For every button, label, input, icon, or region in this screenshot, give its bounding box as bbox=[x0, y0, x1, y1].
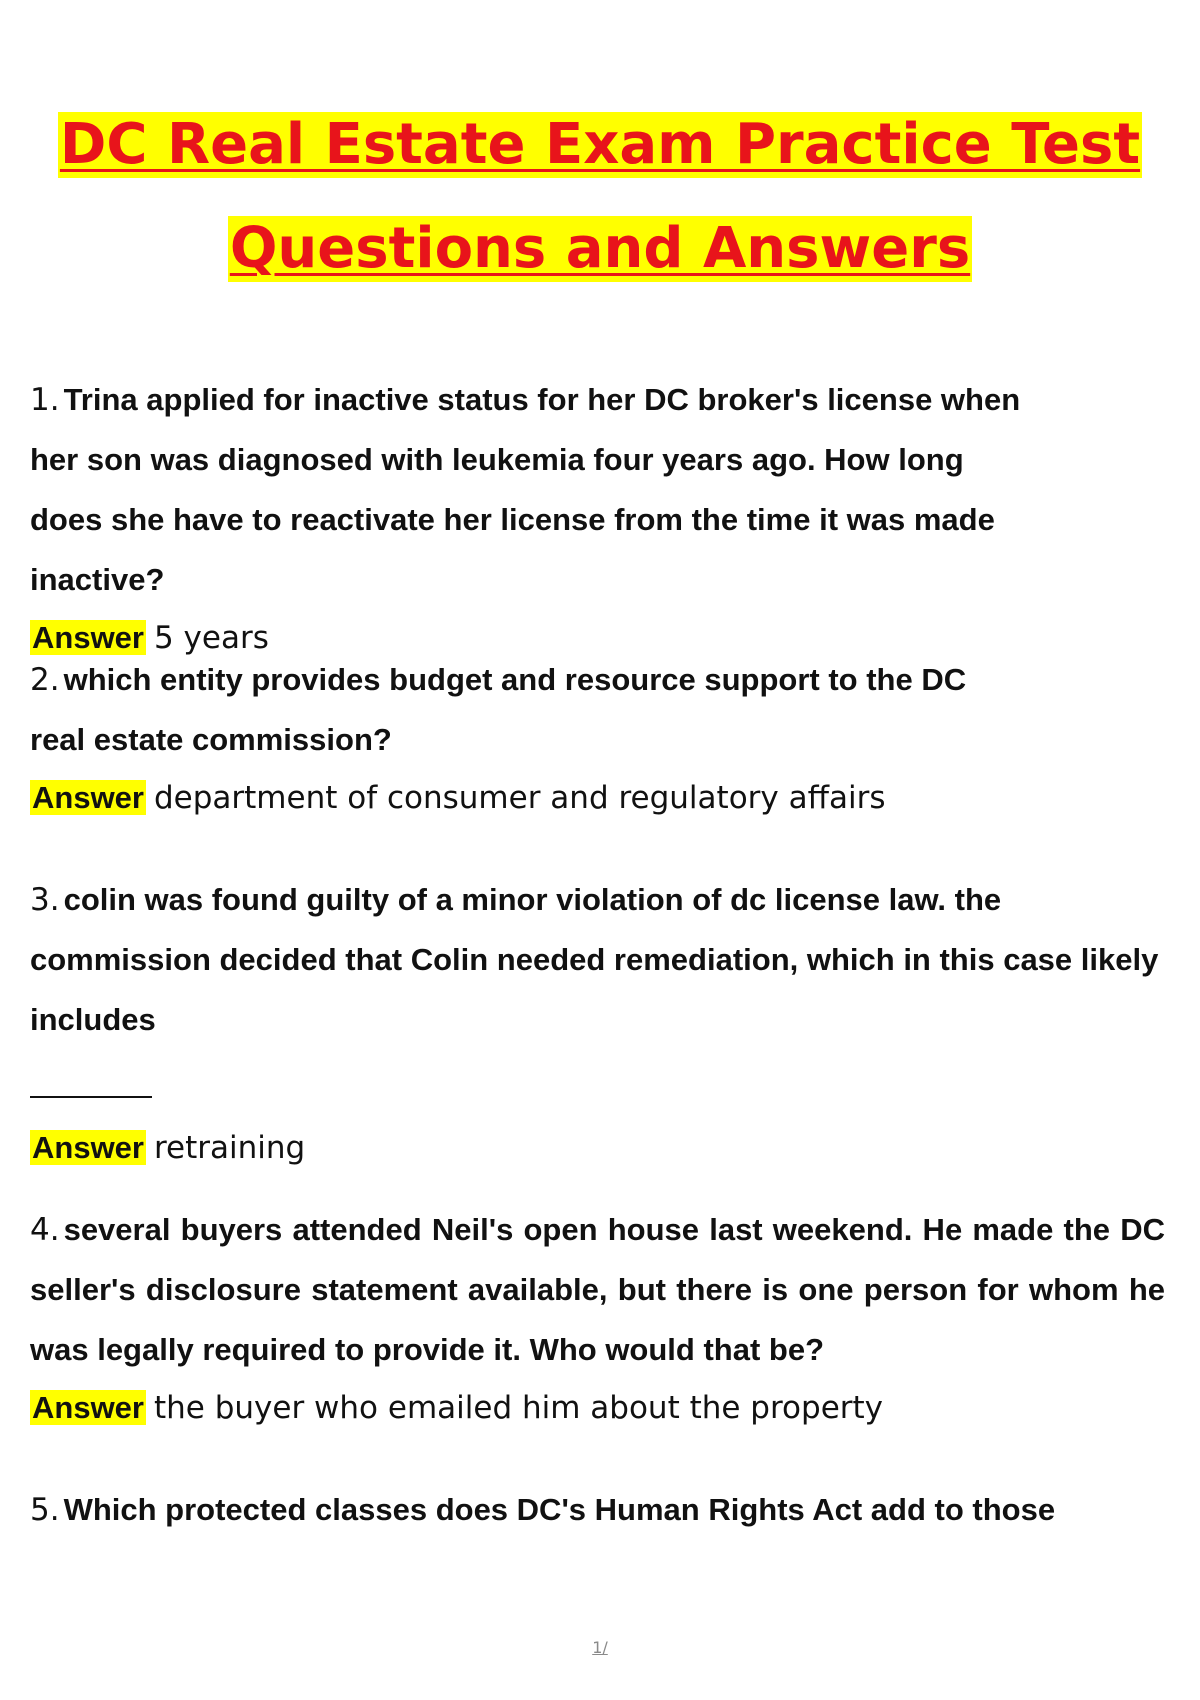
question-number: 5. bbox=[30, 1492, 60, 1528]
question-text: Trina applied for inactive status for her DC broker's license when her son was diagnosed with leukemia four years ago. How long does she have to reactivate her license from the time it was made inactive? bbox=[30, 382, 1021, 597]
answer-2 bbox=[30, 770, 1180, 826]
question-2 bbox=[30, 650, 990, 770]
question-number: 4. bbox=[30, 1212, 60, 1248]
question-3 bbox=[30, 870, 1180, 1050]
question-4 bbox=[30, 1200, 1165, 1380]
question-text: colin was found guilty of a minor violation of dc license law. the commission decided that Colin needed remediation, which in this case likely includes bbox=[30, 882, 1159, 1037]
title-line-1: DC Real Estate Exam Practice Test bbox=[59, 112, 1141, 177]
question-block-4 bbox=[30, 1200, 1180, 1436]
question-number: 2. bbox=[30, 662, 60, 698]
title-line-2: Questions and Answers bbox=[229, 216, 971, 281]
document-title bbox=[0, 112, 1200, 282]
answer-3 bbox=[30, 1120, 1180, 1176]
question-text: Which protected classes does DC's Human Rights Act add to those bbox=[63, 1492, 1056, 1527]
question-text: which entity provides budget and resource support to the DC real estate commission? bbox=[30, 662, 967, 757]
answer-4 bbox=[30, 1380, 1180, 1436]
answer-text: department of consumer and regulatory affairs bbox=[153, 780, 886, 816]
question-block-3 bbox=[30, 870, 1180, 1176]
question-1 bbox=[30, 370, 1030, 610]
answer-text: retraining bbox=[153, 1130, 306, 1166]
question-block-5 bbox=[30, 1480, 1180, 1540]
answer-text: the buyer who emailed him about the property bbox=[153, 1390, 884, 1426]
page-number: 1/ bbox=[592, 1638, 608, 1657]
question-number: 3. bbox=[30, 882, 60, 918]
question-5 bbox=[30, 1480, 1180, 1540]
answer-label: Answer bbox=[32, 780, 144, 815]
question-text: several buyers attended Neil's open house last weekend. He made the DC seller's disclosure statement available, but there is one person for whom he was legally required to provide it. Who would that be? bbox=[30, 1212, 1165, 1367]
question-number: 1. bbox=[30, 382, 60, 418]
answer-label: Answer bbox=[32, 1390, 144, 1425]
question-block-2 bbox=[30, 650, 1180, 826]
answer-text: 5 years bbox=[153, 620, 269, 656]
question-block-1 bbox=[30, 370, 1180, 666]
fill-in-blank-line bbox=[30, 1096, 152, 1098]
answer-label: Answer bbox=[32, 620, 144, 655]
answer-label: Answer bbox=[32, 1130, 144, 1165]
